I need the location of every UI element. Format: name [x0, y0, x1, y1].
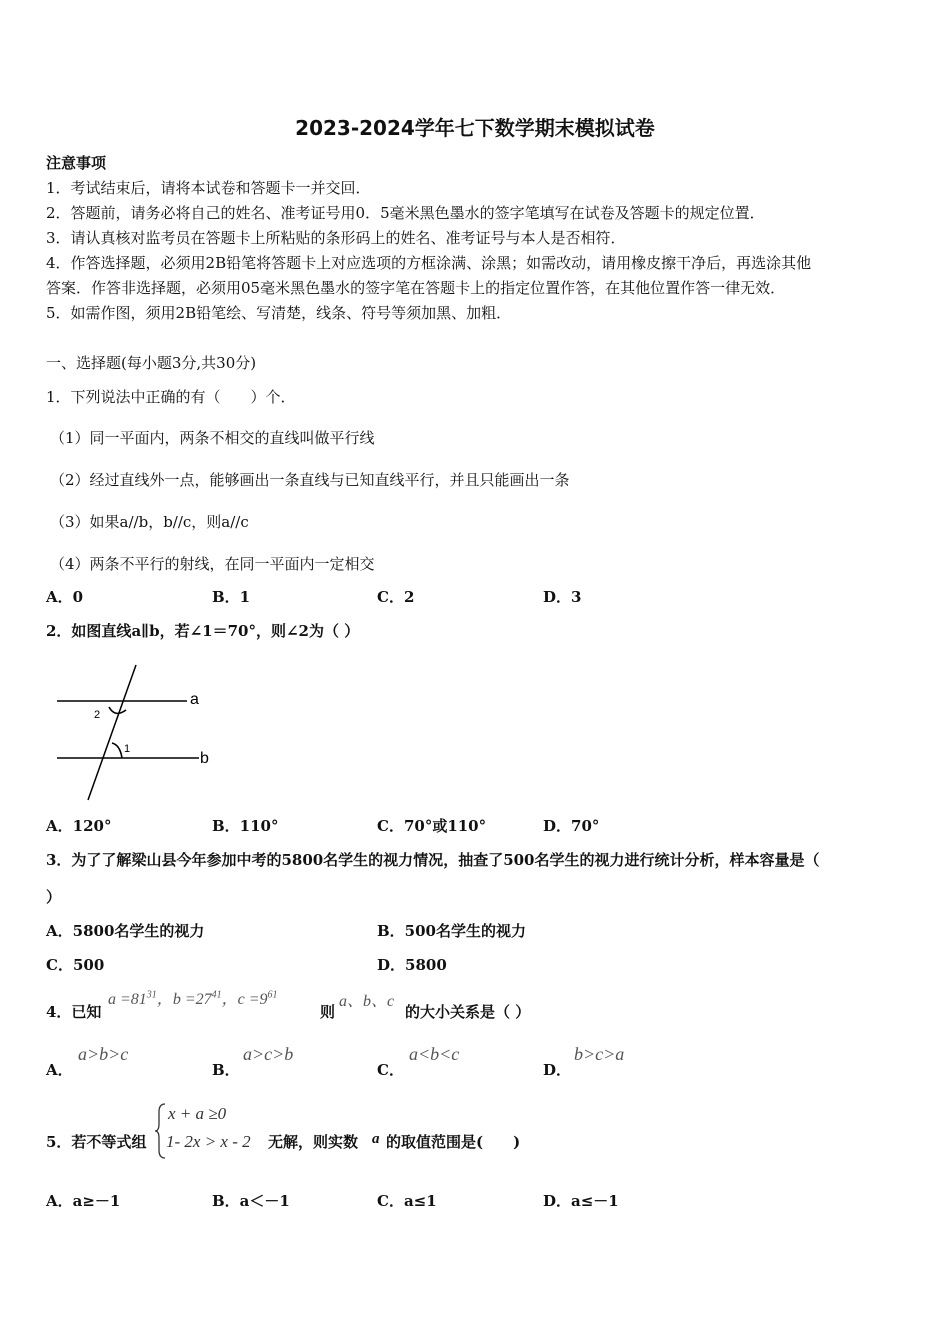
note-item: 答案．作答非选择题，必须用05毫米黑色墨水的签字笔在答题卡上的指定位置作答，在其他位置作答一律无效． — [46, 279, 786, 297]
q2-option-a: A．120° — [46, 817, 112, 835]
q3-option-c: C．500 — [46, 956, 105, 974]
q4-option-d-label: D． — [543, 1061, 572, 1079]
page-title: 2023-2024学年七下数学期末模拟试卷 — [295, 116, 655, 140]
section-heading: 一、选择题(每小题3分,共30分) — [46, 354, 257, 372]
q5-var: a — [372, 1131, 380, 1147]
note-item: 3．请认真核对监考员在答题卡上所粘贴的条形码上的姓名、准考证号与本人是否相符． — [46, 229, 626, 247]
q4-suffix: 的大小关系是（ ） — [405, 1003, 531, 1021]
q5-prefix: 5．若不等式组 — [46, 1133, 147, 1151]
q5-inequality-1: x + a ≥0 — [168, 1104, 227, 1123]
label-angle-2: 2 — [94, 709, 101, 721]
parallel-lines-figure — [52, 660, 222, 805]
q1-statement: （3）如果a//b，b//c，则a//c — [50, 513, 249, 531]
notes-heading: 注意事项 — [46, 154, 107, 172]
q4-option-b-label: B． — [212, 1061, 240, 1079]
q3-option-a: A．5800名学生的视力 — [46, 922, 205, 940]
q4-option-c-label: C． — [377, 1061, 404, 1079]
q4-given-values: $a =81^{31}$，$b =27^{41}$，$c =9^{61}$ — [108, 989, 278, 1008]
q4-option-c-expr: a<b<c — [409, 1044, 460, 1064]
q2-option-c: C．70°或110° — [377, 817, 487, 835]
q1-option-c: C．2 — [377, 588, 415, 606]
q5-inequality-2: 1- 2x > x - 2 — [166, 1132, 251, 1151]
q5-option-b: B．a＜－1 — [212, 1192, 290, 1210]
q3-stem: 3．为了了解梁山县今年参加中考的5800名学生的视力情况，抽查了500名学生的视力进行统计分析，样本容量是（ — [46, 851, 820, 869]
q4-vars: a、b、c — [339, 993, 395, 1010]
q2-option-d: D．70° — [543, 817, 600, 835]
q3-option-d: D．5800 — [377, 956, 447, 974]
angle-2-arc — [109, 707, 126, 713]
transversal-line — [88, 665, 136, 800]
angle-1-arc — [112, 743, 122, 758]
q5-suffix: 无解，则实数 — [268, 1133, 359, 1151]
q3-option-b: B．500名学生的视力 — [377, 922, 526, 940]
q4-mid: 则 — [320, 1003, 336, 1021]
label-a: a — [190, 691, 199, 708]
note-item: 4．作答选择题，必须用2B铅笔将答题卡上对应选项的方框涂满、涂黑；如需改动，请用橡皮擦干净后，再选涂其他 — [46, 254, 812, 272]
q4-option-d-expr: b>c>a — [574, 1044, 625, 1064]
q1-stem: 1．下列说法中正确的有（ ）个． — [46, 388, 296, 406]
q5-option-a: A．a≥－1 — [46, 1192, 121, 1210]
q1-statement: （1）同一平面内，两条不相交的直线叫做平行线 — [50, 429, 375, 447]
q1-option-a: A．0 — [46, 588, 84, 606]
q1-statement: （4）两条不平行的射线，在同一平面内一定相交 — [50, 555, 375, 573]
q2-stem: 2．如图直线a∥b，若∠1＝70°，则∠2为（ ） — [46, 622, 360, 640]
q1-option-d: D．3 — [543, 588, 582, 606]
label-b: b — [200, 750, 209, 767]
q1-option-b: B．1 — [212, 588, 251, 606]
q2-option-b: B．110° — [212, 817, 279, 835]
note-item: 1．考试结束后，请将本试卷和答题卡一并交回． — [46, 179, 371, 197]
q5-option-c: C．a≤1 — [377, 1192, 437, 1210]
q5-option-d: D．a≤－1 — [543, 1192, 619, 1210]
q1-statement: （2）经过直线外一点，能够画出一条直线与已知直线平行，并且只能画出一条 — [50, 471, 570, 489]
q4-prefix: 4．已知 — [46, 1003, 102, 1021]
q3-stem-cont: ） — [46, 888, 62, 906]
note-item: 5．如需作图，须用2B铅笔绘、写清楚，线条、符号等须加黑、加粗． — [46, 304, 512, 322]
q4-option-a-expr: a>b>c — [78, 1044, 129, 1064]
q4-option-b-expr: a>c>b — [243, 1044, 294, 1064]
note-item: 2．答题前，请务必将自己的姓名、准考证号用0．5毫米黑色墨水的签字笔填写在试卷及答题卡的规定位置． — [46, 204, 765, 222]
q4-option-a-label: A． — [46, 1061, 73, 1079]
q5-suffix2: 的取值范围是( ) — [386, 1133, 521, 1151]
label-angle-1: 1 — [124, 743, 131, 755]
